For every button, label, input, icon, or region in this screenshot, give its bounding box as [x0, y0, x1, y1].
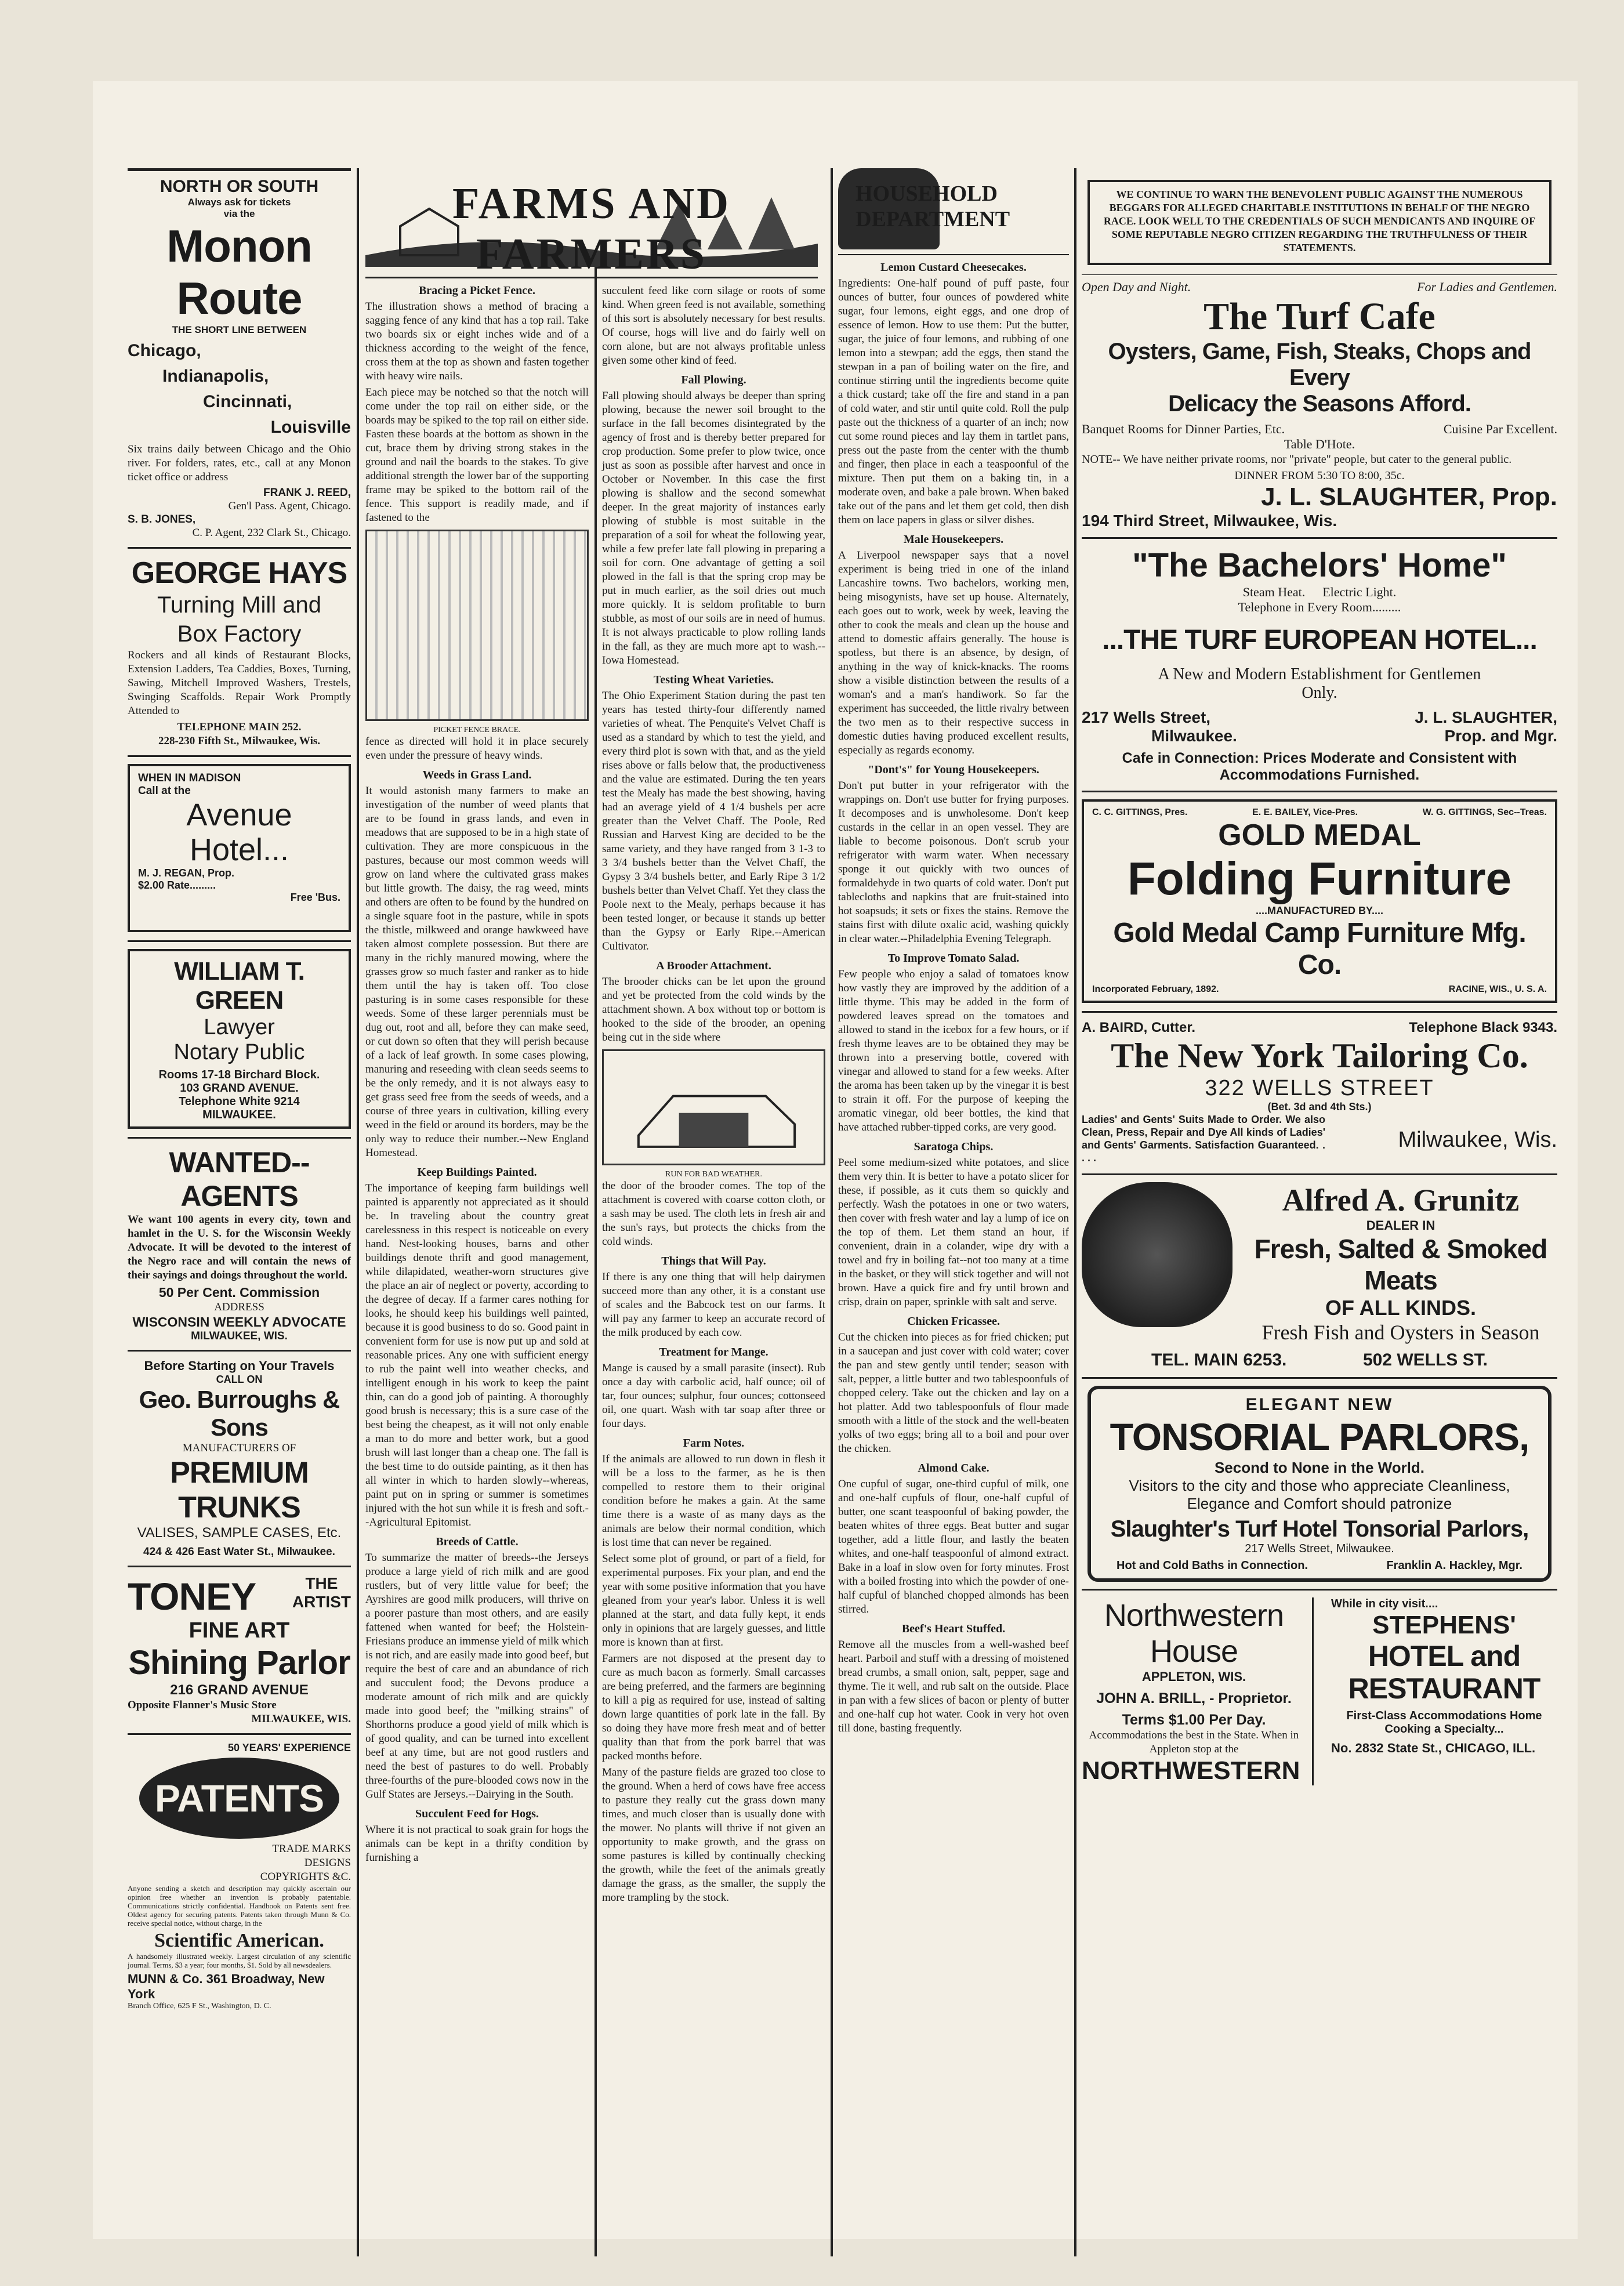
northwestern-ad	[1082, 1597, 1314, 1785]
ad-text: Free 'Bus.	[290, 892, 340, 903]
ad-text: 103 GRAND AVENUE.	[180, 1082, 299, 1095]
city: Chicago,	[128, 341, 201, 360]
article-paragraph: Peel some medium-sized white potatoes, and slice them very thin. It is better to have a potato slicer for these, if possible, as it cuts them so quickly and perfectly. Wash the potatoes in one or two waters, then cover with fresh water and lay a lump of ice on the top of them. Let them stand an hour, if convenient, drain in a colander, wipe dry with a towel and fry in boiling fat--not too many at a time in the basket, or they will stick together and will not brown. Have a quick fire and fry until brown and crisp, drain on paper, sprinkle with salt and serve.	[838, 1157, 1069, 1308]
article-headline: Things that Will Pay.	[661, 1255, 766, 1267]
ad-head: NORTH OR SOUTH	[160, 177, 319, 196]
ad-text: A. BAIRD, Cutter.	[1082, 1020, 1196, 1035]
ad-text: ....MANUFACTURED BY....	[1255, 905, 1383, 916]
ad-title: ...THE TURF EUROPEAN HOTEL...	[1102, 625, 1537, 655]
ad-text: Lawyer	[204, 1015, 275, 1039]
bachelors-ad	[1082, 546, 1557, 784]
ad-text: Milwaukee.	[1151, 727, 1237, 745]
ad-text: A New and Modern Establishment for Gentlemen Only.	[1158, 665, 1481, 702]
ad-text: 194 Third Street, Milwaukee, Wis.	[1082, 512, 1337, 530]
ad-text: C. C. GITTINGS, Pres.	[1092, 807, 1188, 817]
farms-banner	[365, 168, 818, 278]
ad-title: Geo. Burroughs & Sons	[139, 1386, 340, 1441]
article-paragraph: The Ohio Experiment Station during the past ten years has tested thirty-four differently named varieties of wheat. The Penquite's Velvet Chaff is used as a standard by which to test the yield, and every third plot is sown with that, and as the yield rises above or falls below that, the productiveness and the value are estimated. During the ten years test the Mealy has made the best showing, having had an average yield of 4 1/4 bushels per acre greater than the Velvet Chaff. The Poole, Red Russian and Harvest King are decided to be the same variety, and they have ranged from 3 1-3 to 3 3/4 bushels better than the Velvet Chaff, the Gypsy 3 3/4 bushels better, and Early Ripe 3 1/2 bushels better than Velvet Chaff. Yet they class the Poole next to the Mealy, perhaps because it has been tested longer, or because it stands up better than the Gypsy or Early Ripe.--American Cultivator.	[602, 690, 825, 952]
figure-caption: RUN FOR BAD WEATHER.	[665, 1170, 762, 1179]
city: Indianapolis,	[162, 367, 269, 386]
ad-title: WILLIAM T. GREEN	[174, 957, 304, 1015]
ad-body: Ladies' and Gents' Suits Made to Order. We also Clean, Press, Repair and Dye All kinds of Ladies' and Gents' Garments. Satisfaction Guaranteed. . . . .	[1082, 1114, 1325, 1164]
ad-text: DINNER FROM 5:30 TO 8:00, 35c.	[1234, 469, 1405, 482]
article-paragraph: The illustration shows a method of bracing a sagging fence of any kind that has a top rail. Take two boards six or eight inches wide and of a thickness according to the weight of the fence, cross them at the top as shown and fasten together with heavy wire nails.	[365, 300, 589, 382]
ad-text: COPYRIGHTS &C.	[260, 1871, 351, 1883]
article-headline: Fall Plowing.	[681, 374, 746, 386]
article-headline: To Improve Tomato Salad.	[887, 952, 1020, 965]
article-paragraph: The brooder chicks can be let upon the ground and yet be protected from the cold winds by the attachment shown. A box without top or bottom is hooked to the side of the brooder, an opening being cut in the side where	[602, 976, 825, 1044]
article-paragraph: If the animals are allowed to run down in flesh it will be a loss to the farmer, as he is then compelled to restore them to their original condition before he makes a gain. At the same time there is a waste of as many days as the animals are below their normal condition, which is lost time that can never be regained.	[602, 1453, 825, 1549]
article-paragraph: Few people who enjoy a salad of tomatoes know how vastly they are improved by the addition of a little thyme. This may be added in the form of powdered leaves spread on the tomatoes and allowed to stand in the icebox for a few hours, or if fresh thyme leaves are to be obtained they may be thrown into a preserving bottle, covered with vinegar and allowed to stand for a few weeks. After the aroma has been taken up by the vinegar it is best to strain it off. For the purpose of keeping the aromatic vinegar, old beer bottles, the kind that have attached rubber-tipped corks, are very good.	[838, 968, 1069, 1133]
ad-text: MILWAUKEE.	[202, 1108, 276, 1121]
ad-text: 217 Wells Street, Milwaukee.	[1245, 1542, 1394, 1555]
ad-text: 50 YEARS' EXPERIENCE	[227, 1742, 351, 1754]
ad-text: Accommodations the best in the State. When in Appleton stop at the	[1089, 1729, 1299, 1755]
trunks-ad	[128, 1358, 351, 1559]
article-headline: Weeds in Grass Land.	[422, 769, 532, 781]
article-headline: Testing Wheat Varieties.	[653, 673, 774, 686]
ad-text: via the	[223, 208, 255, 219]
article-paragraph: The importance of keeping farm buildings well painted is apparently not appreciated as it should be. In traveling about the country great carelessness in this respect is noticeable on every hand. Nest-looking houses, barns and other buildings denote thrift and good management, while dilapidated, weather-worn structures give the place an air of neglect or poverty, according to the degree of decay. If a farmer cares nothing for looks, he should keep his buildings well painted, because it is good business to do so. Good paint in convenient form for use is now put up and sold at reasonable prices. Any one with sufficient energy to rub the paint well into weather checks, and intelligent enough in his work to keep the paint thin, can do a good job of painting. A thoroughly good brush is necessary; this is a sure case of the best being the cheapest, as it will not only enable a man to do more and better work, but a good brush will last longer than a cheap one. The fall is the best time to do outside painting, as it then has all winter in which to harden slowly--whereas, paint put on in spring or summer is sometimes injured with the hot sun while it is fresh and soft.--Agricultural Epitomist.	[365, 1182, 589, 1528]
ad-title: GOLD MEDAL	[1218, 818, 1421, 852]
article-paragraph: Each piece may be notched so that the notch will come under the top rail on either side, or the boards may be spiked to the top rail on either side. Fasten these boards at the bottom as shown in the cut, brace them by driving strong stakes in the ground and nail the boards to the stakes. To give additional strength the lower bar of the supporting frame may be spiked to the bottom rail of the fence. This support is readily made, and if fastened to the	[365, 386, 589, 524]
article-paragraph: Remove all the muscles from a well-washed beef heart. Parboil and stuff with a dressing of moistened bread crumbs, a small onion, salt, pepper, sage and thyme. Tie it well, and rub salt on the outside. Place in pan with a few slices of bacon or plenty of butter and one-half cup hot water. Cook in very hot oven till done, basting frequently.	[838, 1639, 1069, 1734]
article-headline: Succulent Feed for Hogs.	[415, 1807, 539, 1820]
turf-cafe-ad	[1082, 280, 1557, 530]
article-paragraph: the door of the brooder comes. The top of the attachment is covered with coarse cotton cloth, or a sash may be used. The cloth lets in fresh air and the sun's rays, but protects the chicks from the cold winds.	[602, 1180, 825, 1248]
ad-text: WHEN IN MADISON	[138, 772, 241, 784]
ad-title: Folding Furniture	[1127, 853, 1512, 904]
farms-column-2	[602, 284, 825, 2256]
article-paragraph: Fall plowing should always be deeper than spring plowing, because the newer soil brought to the surface in the fall becomes disintegrated by the agency of frost and is thereby better prepared for crop production. Some prefer to plow twice, once just as soon as possible after harvest and once in October or November. In this case the first plowing is shallow and the second somewhat deeper. In the great majority of instances early plowing of stubble is most suitable in the preparation of a soil for wheat the following year, while a few prefer late fall plowing in preparing a soil for corn. One advantage of getting a soil plowed in the fall is that the spring crop may be put in much earlier, as the soil dries out much more quickly. It is seldom profitable to burn stubble, as most of our soils are in need of humus. It is not always practicable to plow rolling lands in the fall, as they are much more apt to wash.--Iowa Homestead.	[602, 390, 825, 666]
ad-text: Electric Light.	[1322, 585, 1397, 599]
column-rule	[594, 168, 597, 2256]
ad-text: Notary Public	[173, 1040, 305, 1064]
column-rule	[357, 168, 359, 2256]
ad-title: TONEY	[128, 1575, 256, 1618]
ad-text: Milwaukee, Wis.	[1398, 1127, 1557, 1152]
grunitz-ad	[1082, 1182, 1557, 1370]
article-headline: Male Housekeepers.	[903, 533, 1004, 546]
newspaper-page	[93, 81, 1578, 2239]
ad-text: S. B. JONES,	[128, 513, 196, 526]
ad-text: 424 & 426 East Water St., Milwaukee.	[143, 1546, 335, 1558]
article-paragraph: Mange is caused by a small parasite (insect). Rub once a day with carbolic acid, half ounce; oil of tar, four ounces; sulphur, four ounces; cottonseed oil, one quart. Wash with tar soap after three or four days.	[602, 1362, 825, 1430]
warning-notice	[1088, 180, 1552, 265]
ad-body: Six trains daily between Chicago and the Ohio river. For folders, rates, etc., call at any Monon ticket office or address	[128, 443, 351, 483]
ad-text: Turning Mill and	[157, 592, 322, 618]
ad-title: Slaughter's Turf Hotel Tonsorial Parlors,	[1110, 1516, 1529, 1542]
ad-title: Northwestern House	[1104, 1598, 1284, 1669]
article-paragraph: fence as directed will hold it in place securely even under the pressure of heavy winds.	[365, 736, 589, 762]
ad-text: TEL. MAIN 6253.	[1151, 1350, 1287, 1370]
ad-title: J. L. SLAUGHTER, Prop.	[1261, 483, 1557, 511]
ad-text: ADDRESS	[214, 1301, 264, 1313]
ad-text: Opposite Flanner's Music Store	[128, 1699, 277, 1711]
ad-body: Visitors to the city and those who appreciate Cleanliness, Elegance and Comfort should patronize	[1129, 1477, 1510, 1512]
ad-title: GEORGE HAYS	[131, 556, 347, 590]
city: Cincinnati,	[203, 392, 292, 411]
ad-text: Box Factory	[177, 621, 302, 647]
stephens-ad	[1325, 1597, 1557, 1785]
tailoring-ad	[1082, 1020, 1557, 1166]
patents-seal	[139, 1758, 339, 1839]
ad-title: STEPHENS'	[1372, 1611, 1516, 1639]
left-ad-column	[128, 168, 351, 2256]
ad-text: Second to None in the World.	[1214, 1459, 1425, 1476]
section-banner-title: HOUSEHOLD DEPARTMENT	[855, 182, 1010, 231]
ad-text: Fresh Fish and Oysters in Season	[1262, 1321, 1540, 1344]
ad-title: NORTHWESTERN	[1082, 1756, 1300, 1785]
article-paragraph: Ingredients: One-half pound of puff paste, four ounces of butter, four ounces of powdered white sugar, four lemons, eight eggs, and one drop of essence of lemon. How to use them: Put the butter, sugar, the juice of four lemons, and rubbing of one lemon into a stewpan; add the eggs, then stand the stewpan in a pan of boiling water on the fire, and continue stirring until the ingredients become quite a thick custard; take off the fire and stand in a pan of cold water, and stir until quite cold. Roll the pulp paste out the thickness of a quarter of an inch; now cut some round pieces and lay them in tartlet pans, press out the paste from the center with the thumb and finger, then place in each a teaspoonful of the mixture. Then put them on a baking tin, in a moderate oven, and bake a pale brown. When baked take out of the pans and let them get cold, then dish them on lace papers in glass or silver dishes.	[838, 277, 1069, 526]
household-column	[838, 168, 1069, 2256]
article-headline: Keep Buildings Painted.	[417, 1166, 537, 1179]
ad-title: PREMIUM TRUNKS	[170, 1456, 309, 1524]
ad-text: Telephone Black 9343.	[1409, 1020, 1557, 1035]
ad-text: MILWAUKEE, WIS.	[251, 1713, 351, 1725]
ad-title: The New York Tailoring Co.	[1111, 1037, 1528, 1075]
patents-ad	[128, 1742, 351, 2011]
article-paragraph: One cupful of sugar, one-third cupful of milk, one and one-half cupfuls of flour, one-half cupful of butter, one scant teaspoonful of baking powder, the beaten whites of three eggs. Beat butter and sugar together, add a little flour, and lastly the beaten whites, and one-half teaspoonful of almond extract. Bake in a loaf in slow oven for forty minutes. Frost with a boiled frosting into which the powder of one-half cupful of blanched chopped almonds has been stirred.	[838, 1478, 1069, 1615]
ad-text: VALISES, SAMPLE CASES, Etc.	[137, 1525, 342, 1541]
ad-text: DEALER IN	[1366, 1218, 1436, 1233]
ad-text: Rooms 17-18 Birchard Block.	[158, 1068, 320, 1081]
ad-text: Open Day and Night.	[1082, 280, 1191, 294]
ad-text: W. G. GITTINGS, Sec--Treas.	[1422, 807, 1547, 817]
avenue-hotel-ad	[128, 764, 351, 932]
column-rule	[1074, 168, 1076, 2256]
steer-head-illustration	[1082, 1182, 1232, 1327]
ad-title: Gold Medal Camp Furniture Mfg. Co.	[1113, 918, 1526, 980]
article-headline: Bracing a Picket Fence.	[418, 284, 536, 297]
ad-text: APPLETON, WIS.	[1141, 1669, 1246, 1684]
ad-text: Banquet Rooms for Dinner Parties, Etc.	[1082, 422, 1285, 436]
ad-text: Telephone White 9214	[179, 1095, 300, 1108]
ad-title: Avenue	[186, 798, 292, 832]
gold-medal-ad	[1082, 799, 1557, 1003]
ad-text: OF ALL KINDS.	[1325, 1296, 1476, 1320]
article-paragraph: Cut the chicken into pieces as for fried chicken; put in a saucepan and just cover with cold water; cover the pan and stew gently until tender; season with salt, pepper, a little butter and two tablespoonfuls of chopped celery. Take out the chicken and lay on a hot platter. Add two tablespoonfuls of flour made smooth with a little of the stock and the well-beaten yolks of two eggs; bring all to a boil and pour over the chicken.	[838, 1331, 1069, 1455]
ad-text: ARTIST	[292, 1593, 351, 1611]
ad-text: Oysters, Game, Fish, Steaks, Chops and Every	[1108, 339, 1531, 390]
ad-text: Before Starting on Your Travels	[144, 1358, 335, 1373]
ad-text: Always ask for tickets	[187, 197, 291, 208]
article-paragraph: It would astonish many farmers to make an investigation of the number of weed plants that are to be found in grass lands, and even in meadows that are supposed to be in a high state of cultivation. They are more conspicuous in the pastures, because our most common weeds will grow on land where the cultivated grass makes but little growth. The daisy, the rag weed, mints and others are often to be found by the hundred on a single square foot in the pasture, while in spots the thistle, milkweed and orange hawkweed have taken almost complete possession. But there are many in the richly manured mowing, where the grasses grow so much faster and ranker as to hide them until the hay is taken off. Too close pasturing is in some cases responsible for these weeds. Some of these larger perennials must be dug out, root and all, before they can make seed, or cut down so often that they will perish because of a lack of leaf growth. In some cases plowing, manuring and reseeding with clean seeds seems to be the only remedy, and it is not always easy to get grass seed free from the seeds of weeds, and a course of three years in cultivation, killing every weed in the field or around its borders, may be the only way to reduce their number.--New England Homestead.	[365, 785, 589, 1159]
ad-title: Fresh, Salted & Smoked Meats	[1254, 1234, 1547, 1295]
column-rule	[831, 168, 833, 2256]
monon-ad	[128, 177, 351, 540]
ad-text: THE	[305, 1574, 338, 1592]
brooder-illustration	[602, 1049, 825, 1165]
article-headline: "Dont's" for Young Housekeepers.	[868, 763, 1039, 776]
notice-text: WE CONTINUE TO WARN THE BENEVOLENT PUBLIC AGAINST THE NUMEROUS BEGGARS FOR ALLEGED CHARITABLE INSTITUTIONS IN BEHALF OF THE NEGRO RACE. LOOK WELL TO THE CREDENTIALS OF SUCH MENDICANTS AND INQUIRE OF SOME REPUTABLE NEGRO CITIZEN REGARDING THE TRUTHFULNESS OF THEIR STATEMENTS.	[1103, 189, 1536, 253]
ad-text: NOTE-- We have neither private rooms, nor "private" people, but cater to the general public.	[1082, 453, 1512, 466]
ad-text: Gen'l Pass. Agent, Chicago.	[228, 500, 351, 512]
ad-text: ELEGANT NEW	[1245, 1395, 1394, 1414]
ad-text: CALL ON	[216, 1374, 263, 1385]
ad-text: $2.00 Rate.........	[138, 879, 216, 891]
article-paragraph: succulent feed like corn silage or roots of some kind. When green feed is not available, something of this sort is absolutely necessary for best results. Of course, hogs will live and do fairly well on corn alone, but are not always profitable unless given some other kind of feed.	[602, 285, 825, 367]
ad-text: E. E. BAILEY, Vice-Pres.	[1252, 807, 1358, 817]
ad-text: J. L. SLAUGHTER,	[1415, 708, 1557, 726]
ad-text: MUNN & Co. 361 Broadway, New York	[128, 1972, 325, 2001]
article-paragraph: Select some plot of ground, or part of a field, for experimental purposes. Fix your plan, and end the year with some positive information that you have gleaned from your year's labor. Unless it is well planned at the start, and data fully kept, it ends only in opinions that are largely guesses, and little more is known than at first.	[602, 1553, 825, 1649]
ad-text: (Bet. 3d and 4th Sts.)	[1267, 1101, 1372, 1113]
ad-text: Branch Office, 625 F St., Washington, D. C.	[128, 2002, 271, 2010]
ad-text: TELEPHONE MAIN 252.	[177, 721, 302, 733]
ad-text: TRADE MARKS	[272, 1843, 351, 1855]
ad-text: Telephone in Every Room.........	[1238, 600, 1401, 614]
ad-body: A handsomely illustrated weekly. Largest circulation of any scientific journal. Terms, $3 a year; four months, $1. Sold by all newsdealers.	[128, 1952, 351, 1969]
article-headline: Treatment for Mange.	[659, 1346, 768, 1358]
ad-body: We want 100 agents in every city, town and hamlet in the U. S. for the Wisconsin Weekly Advocate. It will be devoted to the interest of the Negro race and will contain the news of their sayings and doings throughout the world.	[128, 1213, 351, 1281]
ad-title: The Turf Cafe	[1204, 295, 1436, 338]
ad-text: Delicacy the Seasons Afford.	[1168, 391, 1471, 416]
ad-text: Table D'Hote.	[1284, 437, 1355, 451]
ad-text: MANUFACTURERS OF	[182, 1442, 296, 1454]
ad-text: 216 GRAND AVENUE	[170, 1682, 309, 1698]
ad-text: 217 Wells Street,	[1082, 708, 1211, 726]
city: Louisville	[270, 418, 351, 437]
figure-caption: PICKET FENCE BRACE.	[433, 726, 521, 734]
article-paragraph: Where it is not practical to soak grain for hogs the animals can be kept in a thrifty condition by furnishing a	[365, 1824, 589, 1864]
ad-text: Call at the	[138, 785, 191, 797]
ad-text: FRANK J. REED,	[263, 487, 351, 499]
ad-text: RACINE, WIS., U. S. A.	[1448, 984, 1547, 994]
ad-text: Cuisine Par Excellent.	[1443, 422, 1557, 436]
monon-cities	[128, 338, 351, 440]
ad-title: Shining Parlor	[128, 1644, 350, 1682]
ad-title: WANTED--AGENTS	[169, 1146, 310, 1212]
section-banner-title: FARMS AND FARMERS	[452, 179, 731, 278]
ad-text: While in city visit....	[1331, 1597, 1438, 1610]
ad-title: Hotel...	[189, 832, 289, 867]
ad-text: 228-230 Fifth St., Milwaukee, Wis.	[158, 735, 321, 747]
toney-ad	[128, 1574, 351, 1726]
ad-title: Scientific American.	[154, 1930, 324, 1951]
ad-text: WISCONSIN WEEKLY ADVOCATE	[132, 1314, 346, 1329]
article-paragraph: Don't put butter in your refrigerator with the wrappings on. Don't use butter for frying purposes. It decomposes and is unwholesome. Don't keep custards in the cellar in an open vessel. They are liable to become poisonous. Don't scrub your refrigerator with warm water. When necessary sponge it out quickly with two ounces of formaldehyde in two quarts of cold water. Don't put tablecloths and napkins that are fruit-stained into hot soapsuds; it sets or fixes the stains. Remove the stains first with dilute oxalic acid, washing quickly in clear water.--Philadelphia Evening Telegraph.	[838, 780, 1069, 945]
ad-text: JOHN A. BRILL, - Proprietor.	[1096, 1690, 1292, 1707]
ad-text: M. J. REGAN, Prop.	[138, 867, 235, 879]
ad-text: Hot and Cold Baths in Connection.	[1116, 1559, 1308, 1572]
ad-title: PATENTS	[154, 1777, 324, 1820]
article-headline: Saratoga Chips.	[913, 1140, 994, 1153]
ad-text: 322 WELLS STREET	[1205, 1076, 1434, 1100]
bottom-ads	[1082, 1597, 1557, 1785]
article-headline: Almond Cake.	[918, 1462, 989, 1475]
ad-text: Prop. and Mgr.	[1444, 727, 1557, 745]
article-headline: Breeds of Cattle.	[436, 1535, 519, 1548]
ad-text: Terms $1.00 Per Day.	[1122, 1712, 1266, 1728]
article-headline: Chicken Fricassee.	[907, 1315, 1000, 1328]
article-paragraph: A Liverpool newspaper says that a novel experiment is being tried in one of the inland Lancashire towns. Two bachelors, working men, being misogynists, have set up house. Alternately, each goes out to work, week by week, leaving the other to cook the meals and clean up the house and attend to domestic affairs generally. The house is spotless, but there is an absence, by design, of anything in the way of knick-knacks. The rooms show a visible distinction between the results of a woman's and a man's handiwork. So far the experiment has succeeded, the little rivalry between the two men as to their respective success in domestic duties having produced excellent results, especially as regards economy.	[838, 549, 1069, 756]
monon-title: Monon Route	[166, 220, 312, 324]
ad-body: Rockers and all kinds of Restaurant Blocks, Extension Ladders, Tea Caddies, Boxes, Turning, Sawing, Mitchell Improved Washers, Trestels, Swinging Scaffolds. Repair Work Promptly Attended to	[128, 649, 351, 717]
ad-text: 502 WELLS ST.	[1362, 1350, 1488, 1370]
ad-text: MILWAUKEE, WIS.	[191, 1330, 288, 1342]
ad-text: DESIGNS	[304, 1857, 351, 1869]
article-headline: A Brooder Attachment.	[656, 959, 771, 972]
tonsorial-ad	[1088, 1386, 1552, 1582]
ad-text: For Ladies and Gentlemen.	[1417, 280, 1557, 294]
ad-text: C. P. Agent, 232 Clark St., Chicago.	[192, 527, 351, 539]
hays-ad	[128, 556, 351, 748]
ad-text: Steam Heat.	[1242, 585, 1306, 599]
ad-title: TONSORIAL PARLORS,	[1110, 1415, 1529, 1458]
green-ad	[128, 949, 351, 1129]
ad-text: THE SHORT LINE BETWEEN	[172, 324, 307, 335]
article-paragraph: To summarize the matter of breeds--the Jerseys produce a large yield of rich milk and are good rustlers, but of very little value for beef; the Ayrshires are good milk producers, will thrive on a poorer pasture than most others, and are easily fattened when wanted for beef; the Holstein-Friesians produce an immense yield of milk which is not rich, and are easily made into good beef, but require the best of care and an abundance of rich and succulent food; the Devons produce a moderate amount of rich milk and are quickly made into good beef; the "milking strains" of Shorthorns produce a good yield of milk which is of good quality, and can be turned into excellent beef at any time, but are not good rustlers and need the best of pastures to do well. Probably three-fourths of the pure-blooded cows now in the Gulf States are Jerseys.--Dairying in the South.	[365, 1552, 589, 1800]
article-paragraph: Many of the pasture fields are grazed too close to the ground. When a herd of cows have free access to pasture they really cut the grass down many times, and much closer than is usually done with the mower. No plants will thrive if not given an opportunity to make growth, and the grass on some pastures is killed by continually checking the growth, while the feet of the animals greatly damage the grass, as the smaller, the supply the more trampling by the stock.	[602, 1766, 825, 1904]
article-headline: Beef's Heart Stuffed.	[901, 1622, 1006, 1635]
ad-text: Franklin A. Hackley, Mgr.	[1386, 1559, 1522, 1572]
ad-text: 50 Per Cent. Commission	[158, 1285, 320, 1300]
ad-text: Incorporated February, 1892.	[1092, 984, 1219, 994]
article-paragraph: Farmers are not disposed at the present day to cure as much bacon as formerly. Small carcasses are being preferred, and the farmers are beginning to kill a pig as required for use, instead of salting down large quantities of pork late in the fall. By so doing they have more fresh meat and of better quality than that from the pork barrel that was packed months before.	[602, 1653, 825, 1762]
picket-fence-illustration	[365, 530, 589, 721]
ad-text: No. 2832 State St., CHICAGO, ILL.	[1331, 1741, 1536, 1755]
ad-text: FINE ART	[188, 1618, 290, 1643]
agents-ad	[128, 1146, 351, 1343]
article-paragraph: If there is any one thing that will help dairymen succeed more than any other, it is a constant use of scales and the Babcock test on our farms. It will pay any farmer to keep an accurate record of the milk produced by each cow.	[602, 1271, 825, 1339]
article-headline: Lemon Custard Cheesecakes.	[880, 261, 1027, 274]
ad-text: Cafe in Connection: Prices Moderate and Consistent with Accommodations Furnished.	[1122, 750, 1517, 783]
ad-title: "The Bachelors' Home"	[1132, 546, 1507, 584]
right-ad-column	[1082, 168, 1557, 2256]
ad-body: Anyone sending a sketch and description may quickly ascertain our opinion free whether an invention is probably patentable. Communications strictly confidential. Handbook on Patents sent free. Oldest agency for securing patents. Patents taken through Munn & Co. receive special notice, without charge, in the	[128, 1884, 351, 1928]
ad-title: Alfred A. Grunitz	[1282, 1183, 1520, 1218]
ad-text: First-Class Accommodations Home Cooking a Specialty...	[1346, 1709, 1542, 1736]
household-banner	[838, 168, 1069, 255]
ad-title: HOTEL and RESTAURANT	[1348, 1640, 1540, 1705]
article-headline: Farm Notes.	[683, 1437, 745, 1450]
